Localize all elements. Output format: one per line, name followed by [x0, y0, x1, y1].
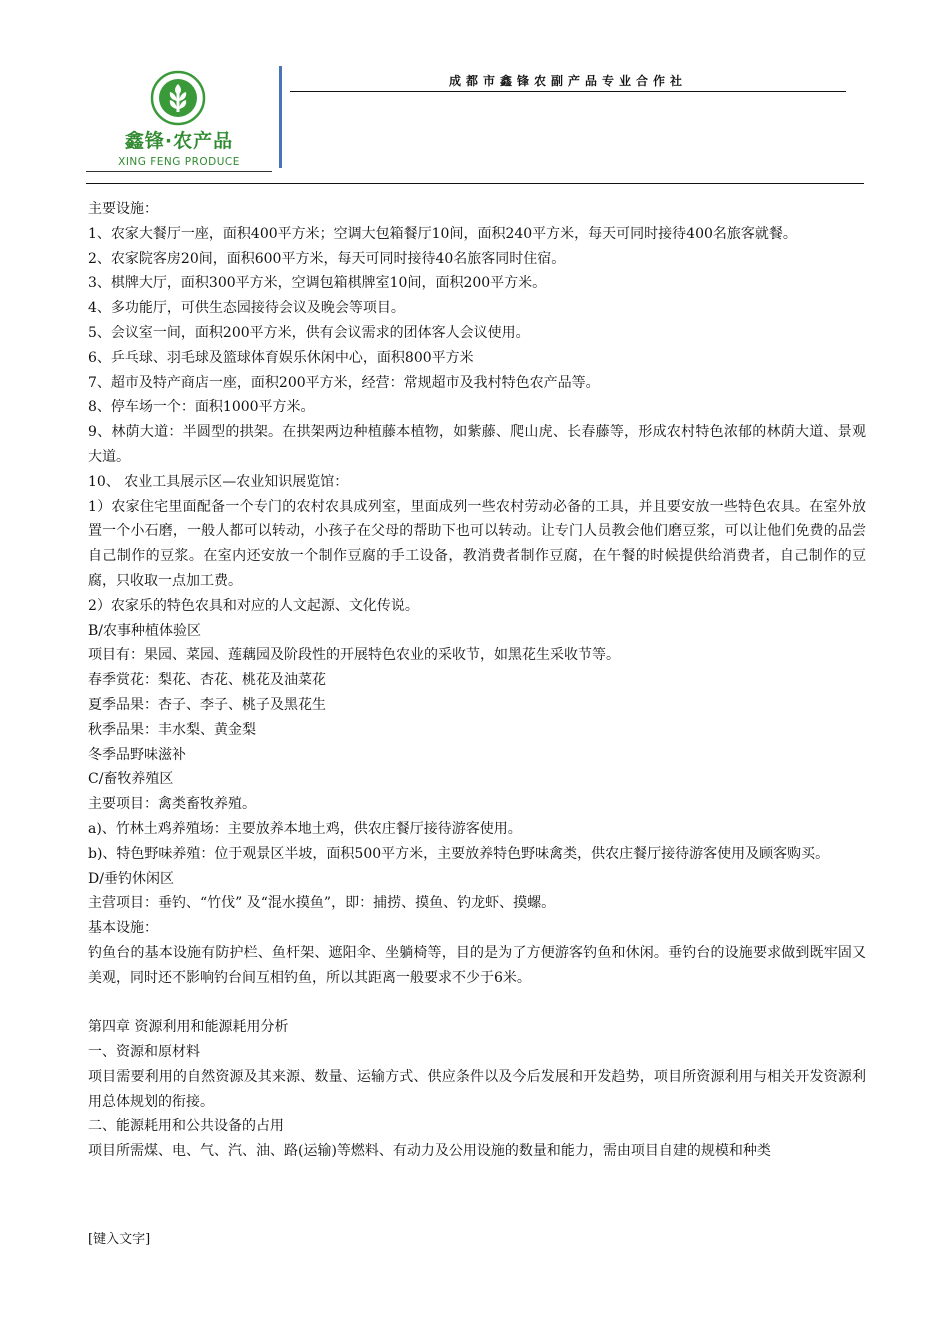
- paragraph: 4、多功能厅，可供生态园接待会议及晚会等项目。: [88, 300, 405, 317]
- paragraph: 钓鱼台的基本设施有防护栏、鱼杆架、遮阳伞、坐躺椅等，目的是为了方便游客钓鱼和休闲。垂钓台的设施要求做到既牢固又美观，同时还不影响钓台间互相钓鱼，所以其距离一般要求不少于6米。: [88, 944, 866, 986]
- section-heading: C/畜牧养殖区: [88, 771, 174, 788]
- paragraph: 7、超市及特产商店一座，面积200平方米，经营：常规超市及我村特色农产品等。: [88, 374, 600, 391]
- paragraph: 项目所需煤、电、气、汽、油、路(运输)等燃料、有动力及公用设施的数量和能力，需由项目自建的规模和种类: [88, 1143, 771, 1160]
- page-header: [86, 62, 864, 182]
- paragraph: 项目有：果园、菜园、莲藕园及阶段性的开展特色农业的采收节，如黑花生采收节等。: [88, 647, 620, 664]
- section-heading: B/农事种植体验区: [88, 622, 202, 639]
- paragraph: 2、农家院客房20间，面积600平方米，每天可同时接待40名旅客同时住宿。: [88, 250, 566, 267]
- paragraph: 秋季品果：丰水梨、黄金梨: [88, 721, 256, 738]
- paragraph: 1）农家住宅里面配备一个专门的农村农具成列室，里面成列一些农村劳动必备的工具，并且要安放一些特色农具。在室外放置一个小石磨，一般人都可以转动，小孩子在父母的帮助下也可以转动。让专门人员教会他们磨豆浆，可以让他们免费的品尝自己制作的豆浆。在室内还安放一个制作豆腐的手工设备，教消费者制作豆腐，在午餐的时候提供给消费者，自己制作的豆腐，只收取一点加工费。: [88, 498, 866, 589]
- chapter-heading: 第四章 资源利用和能源耗用分析: [88, 1019, 289, 1036]
- company-logo: [86, 70, 272, 170]
- logo-underline: [86, 171, 272, 172]
- paragraph: 春季赏花：梨花、杏花、桃花及油菜花: [88, 672, 326, 689]
- footer-placeholder: [键入文字]: [88, 1232, 151, 1247]
- logo-name: 鑫锋·农产品: [124, 130, 234, 152]
- paragraph: 9、林荫大道：半圆型的拱架。在拱架两边种植藤本植物，如紫藤、爬山虎、长春藤等，形成农村特色浓郁的林荫大道、景观大道。: [88, 424, 866, 465]
- paragraph: 基本设施：: [88, 920, 158, 937]
- paragraph: 主要项目：禽类畜牧养殖。: [88, 796, 256, 813]
- paragraph: 5、会议室一间，面积200平方米，供有会议需求的团体客人会议使用。: [88, 324, 530, 341]
- section-heading: 二、能源耗用和公共设备的占用: [88, 1118, 284, 1135]
- company-underline: [290, 91, 846, 92]
- company-name: 成都市鑫锋农副产品专业合作社: [448, 74, 687, 88]
- paragraph: 冬季品野味滋补: [88, 746, 186, 763]
- paragraph: 主要设施：: [88, 201, 158, 217]
- paragraph: 2）农家乐的特色农具和对应的人文起源、文化传说。: [88, 597, 419, 614]
- wheat-emblem-icon: [150, 70, 206, 126]
- paragraph: 10、 农业工具展示区—农业知识展览馆：: [88, 473, 349, 490]
- paragraph: 项目需要利用的自然资源及其来源、数量、运输方式、供应条件以及今后发展和开发趋势，项目所资源利用与相关开发资源利用总体规划的衔接。: [88, 1068, 866, 1110]
- paragraph: 6、乒乓球、羽毛球及篮球体育娱乐休闲中心，面积800平方米: [88, 349, 474, 366]
- header-divider: [279, 66, 282, 168]
- section-heading: 一、资源和原材料: [88, 1044, 200, 1061]
- paragraph: 夏季品果：杏子、李子、桃子及黑花生: [88, 696, 326, 713]
- paragraph: b)、特色野味养殖：位于观景区半坡，面积500平方米，主要放养特色野味禽类，供农庄餐厅接待游客使用及顾客购买。: [88, 845, 830, 862]
- paragraph: 8、停车场一个：面积1000平方米。: [88, 399, 315, 416]
- paragraph: 主营项目：垂钓、“竹伐” 及“混水摸鱼”，即：捕捞、摸鱼、钓龙虾、摸螺。: [88, 895, 556, 912]
- document-body: [88, 197, 866, 1164]
- paragraph: 1、农家大餐厅一座，面积400平方米；空调大包箱餐厅10间，面积240平方米，每天可同时接待400名旅客就餐。: [88, 225, 797, 242]
- paragraph: 3、棋牌大厅，面积300平方米，空调包箱棋牌室10间，面积200平方米。: [88, 275, 547, 292]
- logo-subtitle: XING FENG PRODUCE: [118, 156, 240, 168]
- section-heading: D/垂钓休闲区: [88, 870, 174, 887]
- paragraph: a)、竹林土鸡养殖场：主要放养本地土鸡，供农庄餐厅接待游客使用。: [88, 820, 522, 837]
- header-rule: [86, 183, 864, 184]
